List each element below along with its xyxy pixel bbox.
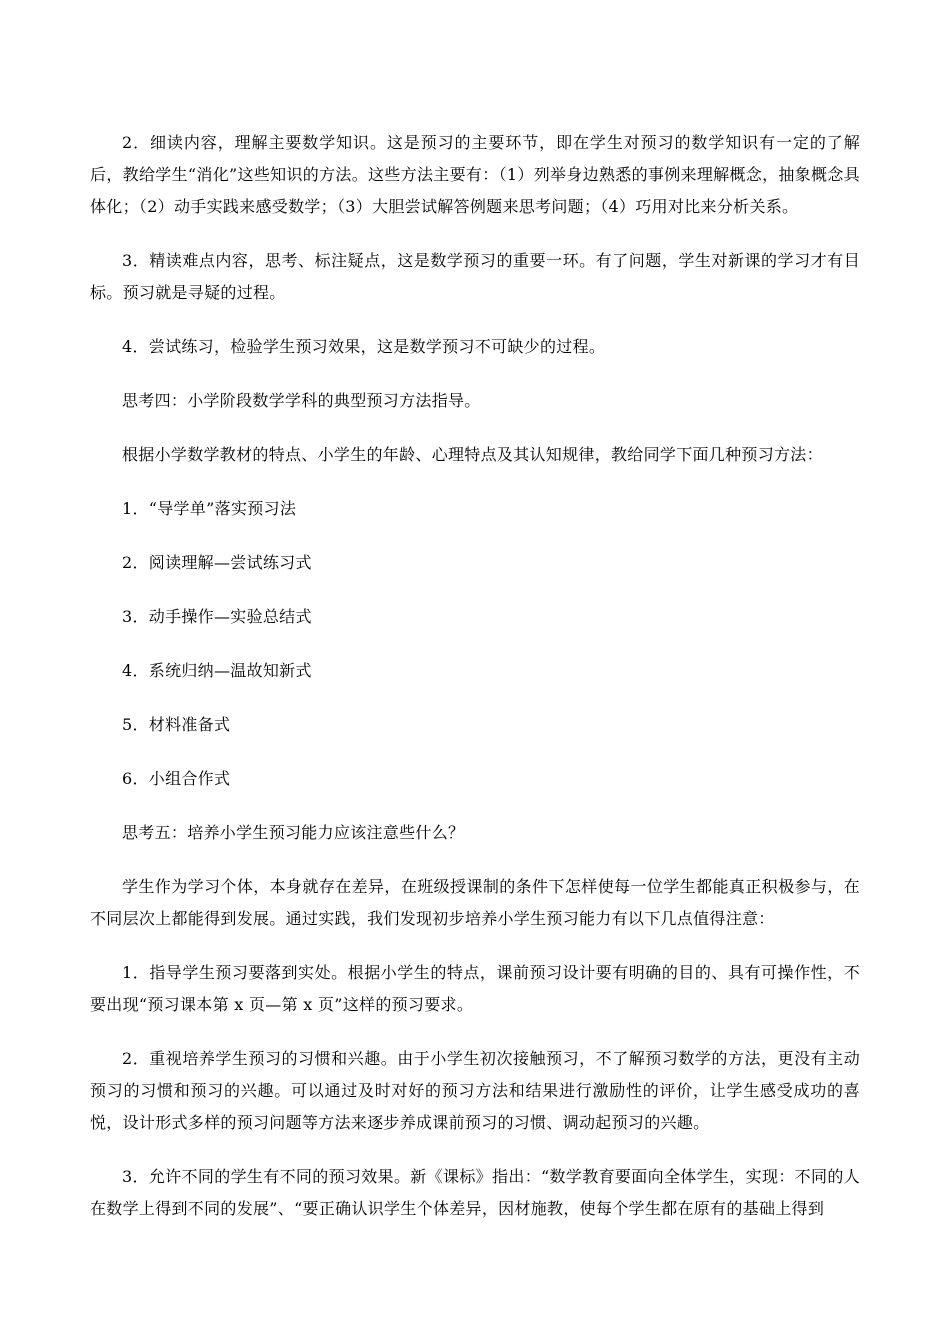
list-item-method: 1．“导学单”落实预习法: [122, 499, 297, 518]
paragraph-gap: [90, 849, 860, 871]
paragraph-gap: [90, 525, 860, 547]
list-item-method: 3．动手操作—实验总结式: [122, 607, 312, 626]
paragraph-gap: [90, 363, 860, 385]
paragraph-gap: [90, 795, 860, 817]
paragraph-gap: [90, 1139, 860, 1161]
paragraph-method-3: 3．精读难点内容，思考、标注疑点，这是数学预习的重要一环。有了问题，学生对新课的学习才有目标。预习就是寻疑的过程。: [90, 251, 860, 302]
paragraph-gap: [90, 741, 860, 763]
paragraph-gap: [90, 417, 860, 439]
list-item-method: 2．阅读理解—尝试练习式: [122, 553, 312, 572]
paragraph-gap: [90, 579, 860, 601]
paragraph-method-4: 4．尝试练习，检验学生预习效果，这是数学预习不可缺少的过程。: [122, 337, 606, 356]
paragraph-note-3: 3．允许不同的学生有不同的预习效果。新《课标》指出：“数学教育要面向全体学生，实现：不同的人在数学上得到不同的发展”、“要正确认识学生个体差异，因材施教，使每个学生都在原有的基础上得到: [90, 1167, 860, 1218]
paragraph-gap: [90, 471, 860, 493]
paragraph-student-differences: 学生作为学习个体，本身就存在差异，在班级授课制的条件下怎样使每一位学生都能真正积极参与，在不同层次上都能得到发展。通过实践，我们发现初步培养小学生预习能力有以下几点值得注意：: [90, 877, 860, 928]
section-heading-5: 思考五：培养小学生预习能力应该注意些什么？: [122, 823, 465, 842]
paragraph-note-2: 2．重视培养学生预习的习惯和兴趣。由于小学生初次接触预习，不了解预习数学的方法，更没有主动预习的习惯和预习的兴趣。可以通过及时对好的预习方法和结果进行激励性的评价，让学生感受成功的喜悦，设计形式多样的预习问题等方法来逐步养成课前预习的习惯、调动起预习的兴趣。: [90, 1049, 860, 1132]
paragraph-gap: [90, 1021, 860, 1043]
paragraph-intro-methods: 根据小学数学教材的特点、小学生的年龄、心理特点及其认知规律，教给同学下面几种预习方法：: [122, 445, 823, 464]
list-item-method: 6．小组合作式: [122, 769, 231, 788]
section-heading-4: 思考四：小学阶段数学学科的典型预习方法指导。: [122, 391, 481, 410]
paragraph-gap: [90, 687, 860, 709]
document-body: [90, 127, 860, 1225]
paragraph-gap: [90, 935, 860, 957]
paragraph-method-2: 2．细读内容，理解主要数学知识。这是预习的主要环节，即在学生对预习的数学知识有一定的了解后，教给学生“消化”这些知识的方法。这些方法主要有：（1）列举身边熟悉的事例来理解概念，抽象概念具体化；（2）动手实践来感受数学；（3）大胆尝试解答例题来思考问题；（4）巧用对比来分析关系。: [90, 133, 860, 216]
paragraph-gap: [90, 223, 860, 245]
list-item-method: 4．系统归纳—温故知新式: [122, 661, 312, 680]
paragraph-note-1: 1．指导学生预习要落到实处。根据小学生的特点，课前预习设计要有明确的目的、具有可操作性，不要出现“预习课本第 x 页—第 x 页”这样的预习要求。: [90, 963, 860, 1014]
paragraph-gap: [90, 309, 860, 331]
list-item-method: 5．材料准备式: [122, 715, 231, 734]
paragraph-gap: [90, 633, 860, 655]
